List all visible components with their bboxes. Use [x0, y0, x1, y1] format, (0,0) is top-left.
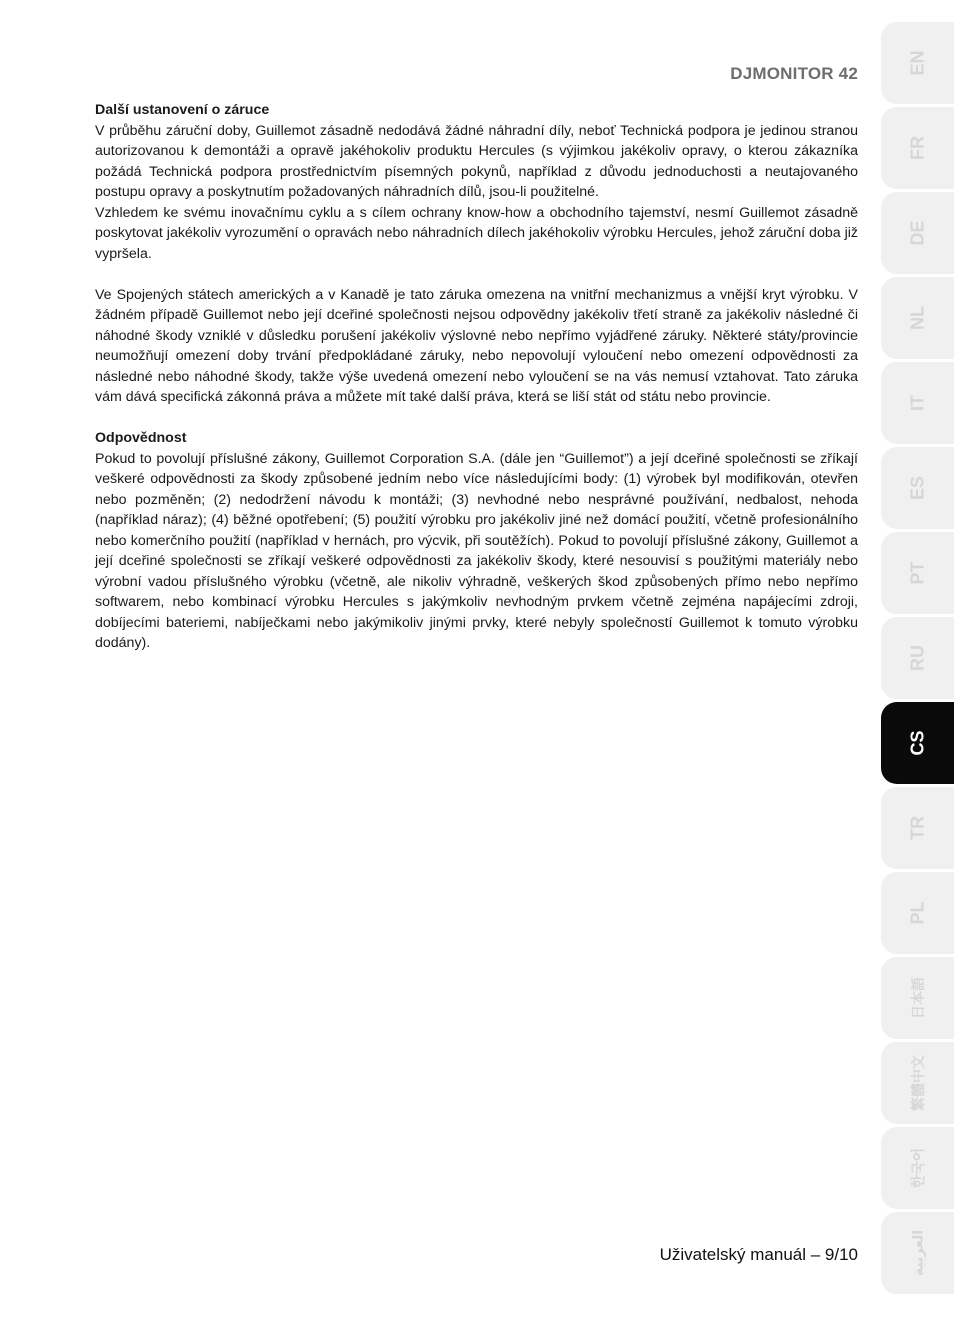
tab-label: EN — [907, 50, 927, 76]
tab-language-ja[interactable] — [881, 957, 954, 1039]
tab-label: 日本語 — [909, 977, 926, 1019]
tab-language-it[interactable] — [881, 362, 954, 444]
paragraph: Vzhledem ke svému inovačnímu cyklu a s cílem ochrany know-how a obchodního tajemství, nesmí Guillemot zásadně poskytovat jakékoliv vyrozumění o opravách nebo náhradních dílech jakéhokoliv výrobku Hercules, jehož záruční doba již vypršela. — [95, 204, 858, 262]
tab-label: NL — [907, 306, 927, 330]
tab-language-zh[interactable] — [881, 1042, 954, 1124]
document-body — [95, 100, 858, 654]
tab-label: TR — [907, 816, 927, 840]
tab-label: 繁體中文 — [909, 1055, 926, 1111]
tab-label: RU — [907, 645, 927, 671]
section-heading: Odpovědnost — [95, 430, 187, 446]
tab-language-fr[interactable] — [881, 107, 954, 189]
tab-language-ru[interactable] — [881, 617, 954, 699]
tab-language-cs[interactable] — [881, 702, 954, 784]
tab-language-pt[interactable] — [881, 532, 954, 614]
document-title: DJMONITOR 42 — [730, 64, 858, 83]
page-number: Uživatelský manuál – 9/10 — [659, 1245, 858, 1264]
tab-label: DE — [907, 220, 927, 246]
tab-label: ES — [907, 475, 927, 501]
paragraph: Ve Spojených státech amerických a v Kanadě je tato záruka omezena na vnitřní mechanizmus a vnější kryt výrobku. V žádném případě Guillemot nebo její dceřiné společnosti nejsou odpovědny jakékoliv třetí straně za jakékoliv následné či náhodné škody vzniklé v důsledku porušení jakékoliv výslovné nebo nepřímo vyjádřené záruky. Některé státy/provincie neumožňují omezení doby trvání předpokládané záruky, nebo nepovolují vyloučení nebo omezení odpovědnosti za následné nebo náhodné škody, takže výše uvedená omezení nebo vyloučení se na vás nemusí vztahovat. Tato záruka vám dává specifická zákonná práva a můžete mít také další práva, která se liší stát od státu nebo provincie. — [95, 286, 858, 405]
section-liability — [95, 428, 858, 654]
section-us-canada — [95, 285, 858, 408]
tab-label: PL — [907, 901, 927, 925]
tab-label: 한국어 — [909, 1147, 926, 1189]
tab-language-ko[interactable] — [881, 1127, 954, 1209]
tab-label: IT — [907, 395, 927, 411]
tab-language-es[interactable] — [881, 447, 954, 529]
tab-language-tr[interactable] — [881, 787, 954, 869]
tab-label: CS — [907, 730, 927, 756]
tab-label: العربية — [909, 1229, 925, 1277]
tab-language-ar[interactable] — [881, 1212, 954, 1294]
paragraph: V průběhu záruční doby, Guillemot zásadně nedodává žádné náhradní díly, neboť Technická podpora je jedinou stranou autorizovanou k demontáži a opravě jakéhokoliv produktu Hercules (s výjimkou jakékoliv opravy, o kterou zákazníka požádá Technická podpora prostřednictvím písemných pokynů, například z důvodu jednoduchosti a neutajovaného postupu opravy a poskytnutím požadovaných náhradních dílů, jsou-li použitelné. — [95, 122, 858, 200]
tab-language-de[interactable] — [881, 192, 954, 274]
paragraph: Pokud to povolují příslušné zákony, Guillemot Corporation S.A. (dále jen “Guillemot”) a její dceřiné společnosti se zříkají veškeré odpovědnosti za škody způsobené jedním nebo více následujícími body: (1) výrobek byl modifikován, otevřen nebo pozměněn; (2) nedodržení návodu k montáži; (3) nevhodné nebo nesprávné používání, nedbalost, nehoda (například náraz); (4) běžné opotřebení; (5) použití výrobku pro jakékoliv jiné než domácí použití, včetně profesionálního nebo komerčního použití (například v hernách, pro výcvik, při soutěžích). Pokud to povolují příslušné zákony, Guillemot a její dceřiné společnosti se zříkají veškeré odpovědnosti za jakékoliv škody, které nesouvisí s použitými materiály nebo výrobní vadou příslušného výrobku (včetně, ale nikoliv výhradně, veškerých škod způsobených přímo nebo nepřímo softwarem, nebo kombinací výrobku Hercules s jakýmkoliv nevhodným prvkem včetně zejména napájecími zdroji, dobíjecími bateriemi, nabíječkami nebo jakýmikoliv jinými prvky, které nebyly společností Guillemot k tomuto výrobku dodány). — [95, 450, 858, 651]
tab-language-en[interactable] — [881, 22, 954, 104]
tab-language-pl[interactable] — [881, 872, 954, 954]
tab-label: PT — [907, 561, 927, 585]
section-warranty-provisions — [95, 100, 858, 264]
section-heading: Další ustanovení o záruce — [95, 102, 270, 118]
tab-label: FR — [907, 136, 927, 160]
tab-language-nl[interactable] — [881, 277, 954, 359]
